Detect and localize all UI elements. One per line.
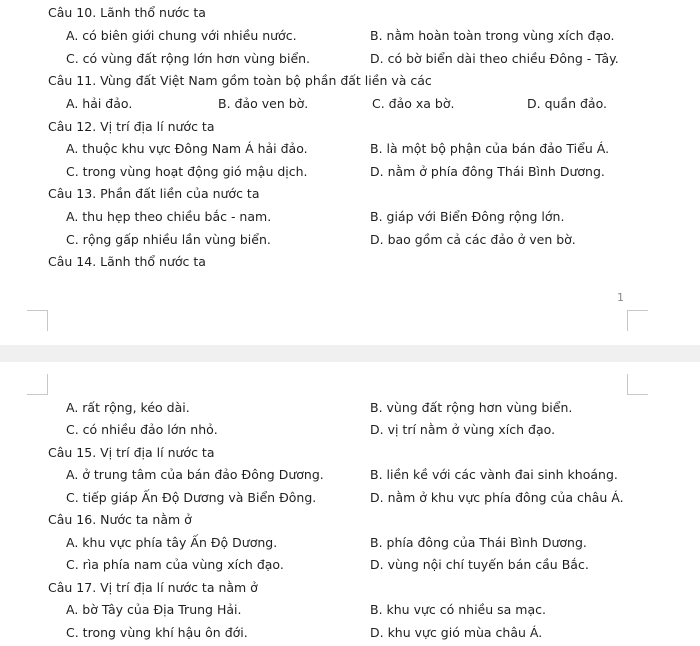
page-corner-mark [27, 310, 48, 331]
page-gap [0, 345, 700, 362]
q14-option-b: B. vùng đất rộng hơn vùng biển. [370, 400, 573, 415]
q14-option-c: C. có nhiều đảo lớn nhỏ. [66, 422, 218, 437]
q15-option-d: D. nằm ở khu vực phía đông của châu Á. [370, 490, 624, 505]
q13-option-b: B. giáp với Biển Đông rộng lớn. [370, 209, 565, 224]
q17-option-a: A. bờ Tây của Địa Trung Hải. [66, 602, 242, 617]
q14-option-d: D. vị trí nằm ở vùng xích đạo. [370, 422, 556, 437]
q11-option-a: A. hải đảo. [66, 96, 133, 111]
question-15-title: Câu 15. Vị trí địa lí nước ta [48, 445, 215, 460]
question-10-title: Câu 10. Lãnh thổ nước ta [48, 5, 206, 20]
question-12-title: Câu 12. Vị trí địa lí nước ta [48, 119, 215, 134]
q17-option-b: B. khu vực có nhiều sa mạc. [370, 602, 546, 617]
q13-option-a: A. thu hẹp theo chiều bắc - nam. [66, 209, 272, 224]
q10-option-a: A. có biên giới chung với nhiều nước. [66, 28, 297, 43]
question-13-title: Câu 13. Phần đất liền của nước ta [48, 186, 260, 201]
q15-option-c: C. tiếp giáp Ấn Độ Dương và Biển Đông. [66, 490, 317, 505]
q16-option-b: B. phía đông của Thái Bình Dương. [370, 535, 587, 550]
q11-option-d: D. quần đảo. [527, 96, 607, 111]
q10-option-b: B. nằm hoàn toàn trong vùng xích đạo. [370, 28, 615, 43]
q12-option-b: B. là một bộ phận của bán đảo Tiểu Á. [370, 141, 610, 156]
question-17-title: Câu 17. Vị trí địa lí nước ta nằm ở [48, 580, 258, 595]
q13-option-d: D. bao gồm cả các đảo ở ven bờ. [370, 232, 576, 247]
question-11-title: Câu 11. Vùng đất Việt Nam gồm toàn bộ phần đất liền và các [48, 73, 432, 88]
page-corner-mark [27, 374, 48, 395]
q10-option-c: C. có vùng đất rộng lớn hơn vùng biển. [66, 51, 311, 66]
page-corner-mark [627, 310, 648, 331]
q10-option-d: D. có bờ biển dài theo chiều Đông - Tây. [370, 51, 619, 66]
q12-option-c: C. trong vùng hoạt động gió mậu dịch. [66, 164, 308, 179]
page-corner-mark [627, 374, 648, 395]
q16-option-c: C. rìa phía nam của vùng xích đạo. [66, 557, 284, 572]
q12-option-a: A. thuộc khu vực Đông Nam Á hải đảo. [66, 141, 308, 156]
q11-option-b: B. đảo ven bờ. [218, 96, 309, 111]
q15-option-b: B. liền kề với các vành đai sinh khoáng. [370, 467, 618, 482]
q11-option-c: C. đảo xa bờ. [372, 96, 455, 111]
q15-option-a: A. ở trung tâm của bán đảo Đông Dương. [66, 467, 324, 482]
q16-option-a: A. khu vực phía tây Ấn Độ Dương. [66, 535, 278, 550]
q14-option-a: A. rất rộng, kéo dài. [66, 400, 190, 415]
q17-option-d: D. khu vực gió mùa châu Á. [370, 625, 543, 640]
question-14-title: Câu 14. Lãnh thổ nước ta [48, 254, 206, 269]
q13-option-c: C. rộng gấp nhiều lần vùng biển. [66, 232, 271, 247]
q12-option-d: D. nằm ở phía đông Thái Bình Dương. [370, 164, 605, 179]
q17-option-c: C. trong vùng khí hậu ôn đới. [66, 625, 248, 640]
question-16-title: Câu 16. Nước ta nằm ở [48, 512, 192, 527]
q16-option-d: D. vùng nội chí tuyến bán cầu Bắc. [370, 557, 589, 572]
page-number: 1 [617, 291, 624, 304]
